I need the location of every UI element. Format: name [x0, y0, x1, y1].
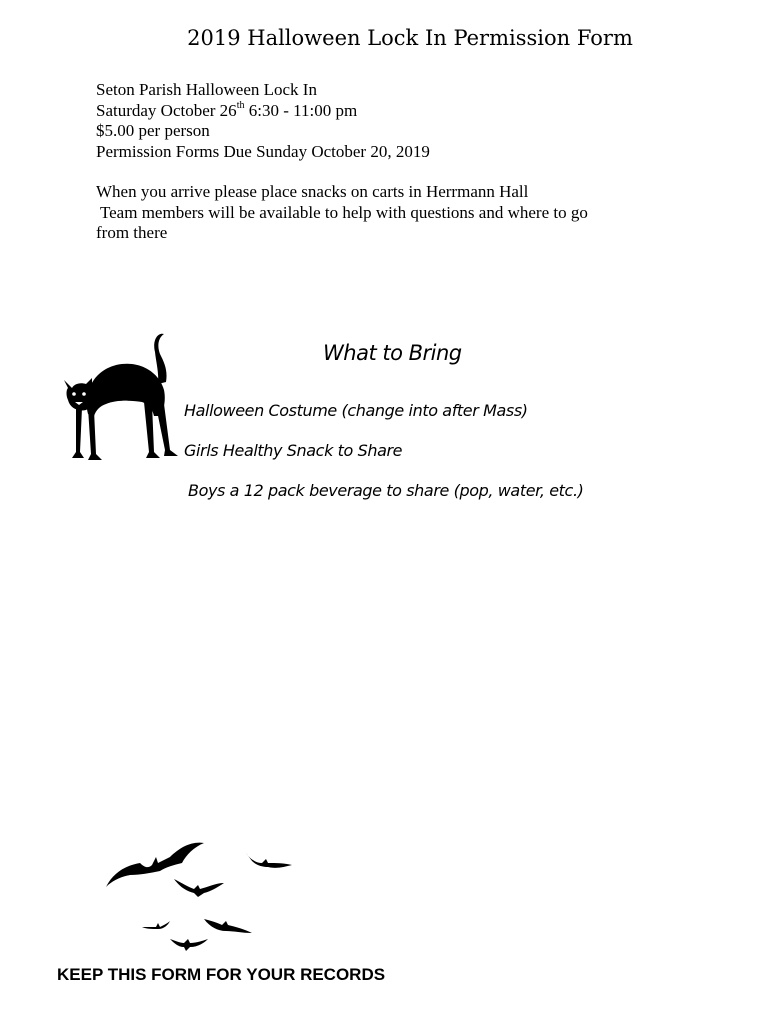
- bring-item-boys-beverage: Boys a 12 pack beverage to share (pop, water, etc.): [188, 481, 584, 500]
- bring-item-costume: Halloween Costume (change into after Mass): [184, 401, 528, 420]
- bring-item-girls-snack: Girls Healthy Snack to Share: [184, 441, 403, 460]
- event-time: 6:30 - 11:00 pm: [244, 100, 358, 120]
- bats-icon: [100, 835, 300, 955]
- event-date: [96, 101, 696, 122]
- keep-records-note: KEEP THIS FORM FOR YOUR RECORDS: [57, 965, 386, 984]
- team-note-continued: from there: [96, 223, 168, 242]
- event-name: Seton Parish Halloween Lock In: [96, 80, 317, 99]
- due-date: Permission Forms Due Sunday October 20, 2019: [96, 141, 430, 161]
- event-date-day: Saturday October 26: [96, 100, 237, 120]
- page-title: 2019 Halloween Lock In Permission Form: [187, 26, 633, 50]
- event-date-ordinal: th: [236, 99, 245, 111]
- event-info: [96, 80, 696, 244]
- arrival-instructions: When you arrive please place snacks on carts in Herrmann Hall: [96, 182, 529, 201]
- team-note: Team members will be available to help with questions and where to go: [96, 202, 588, 222]
- spacer: [96, 162, 696, 182]
- what-to-bring-heading: What to Bring: [323, 341, 462, 365]
- event-price: $5.00 per person: [96, 121, 210, 140]
- black-cat-icon: [60, 330, 185, 465]
